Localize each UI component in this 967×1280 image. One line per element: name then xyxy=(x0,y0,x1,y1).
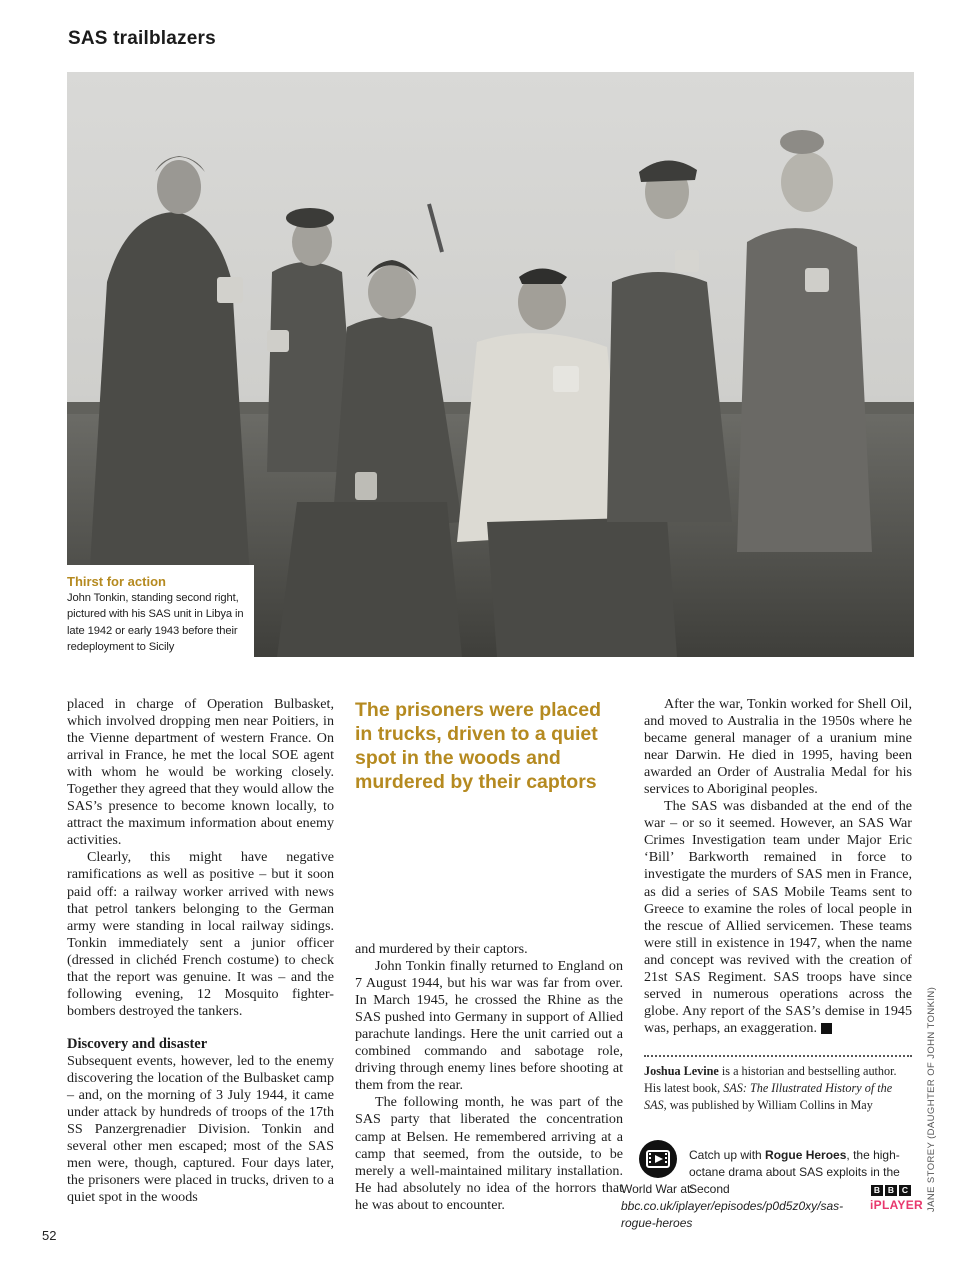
caption-title: Thirst for action xyxy=(67,574,166,589)
author-name: Joshua Levine xyxy=(644,1064,719,1078)
paragraph: John Tonkin finally returned to England on 7 August 1944, but his war was far from over. In March 1945, he crossed the Rhine as the SAS pushed into Germany in support of Allied parachute landings. Here the unit carried out a combined commando and sabotage role, driving through enemy lines before shooting at them from the rear. xyxy=(355,958,623,1094)
iplayer-wordmark: iPLAYER xyxy=(870,1198,924,1212)
iplayer-link[interactable]: bbc.co.uk/iplayer/episodes/p0d5z0xy/sas-rogue-heroes xyxy=(621,1199,844,1230)
photo-credit: JANE STOREY (DAUGHTER OF JOHN TONKIN) xyxy=(926,986,937,1212)
paragraph-text: The SAS was disbanded at the end of the war – or so it seemed. However, an SAS War Crimes Investigation team under Major Eric ‘Bill’ Barkworth remained in force to investigate the murders of SAS men in France, as did a series of SAS Mobile Teams sent to Greece to examine the roles of local people in the rescue of Allied servicemen. These teams were still in existence in 1947, when the name and concept was revived with the creation of 21st SAS Regiment. SAS troops have since served in numerous operations across the globe. Any report of the SAS’s demise in 1945 was, perhaps, an exaggeration. xyxy=(644,798,912,1036)
article-column-3 xyxy=(644,696,912,1037)
page-number: 52 xyxy=(42,1228,57,1243)
paragraph: placed in charge of Operation Bulbasket, which involved dropping men near Poitiers, in the Vienne department of western France. On arrival in France, he met the local SOE agent with whom he would be working closely. Together they agreed that they would allow the SAS’s presence to become known locally, to attract the maximum information about enemy activities. xyxy=(67,696,334,849)
play-video-icon xyxy=(639,1140,677,1178)
promo-line2-prefix: World War at: xyxy=(621,1182,694,1196)
book-title: SAS: The Illustrated History of the SAS xyxy=(644,1081,893,1112)
photo-caption xyxy=(58,565,254,657)
paragraph: Subsequent events, however, led to the enemy discovering the location of the Bulbasket camp – and, on the morning of 3 July 1944, it came under attack by hundreds of troops of the 17th SS Panzergrenadier Division. Tonkin and several other men escaped; most of the SAS men were, though, captured. Four days later, the prisoners were placed in trucks, driven to a quiet spot in the woods xyxy=(67,1052,334,1206)
paragraph-final xyxy=(644,798,912,1037)
bio-text-end: , was published by William Collins in May xyxy=(663,1098,873,1112)
paragraph: The following month, he was part of the SAS party that liberated the concentration camp at Belsen. He remembered arriving at a camp that seemed, from the outside, to be merely a well-maintained military installation. He had absolutely no idea of the horrors that he was about to encounter. xyxy=(355,1094,623,1213)
paragraph: After the war, Tonkin worked for Shell Oil, and moved to Australia in the 1950s where he became general manager of a uranium mine near Darwin. He died in 1995, having been awarded an Order of Australia Medal for his services to Aboriginal peoples. xyxy=(644,696,912,798)
bbc-letter: C xyxy=(899,1185,911,1196)
author-bio xyxy=(644,1063,912,1114)
bbc-iplayer-logo xyxy=(870,1185,924,1212)
bbc-letter: B xyxy=(871,1185,883,1196)
section-title: SAS trailblazers xyxy=(68,28,216,49)
paragraph: Clearly, this might have negative ramifications as well as positive – but it soon paid off: a railway worker arrived with news that petrol tankers belonging to the German army were standing in local railway sidings. Tonkin immediately sent a junior officer (dressed in clichéd French costume) to check that the report was genuine. It was – and the following evening, 12 Mosquito fighter-bombers destroyed the tankers. xyxy=(67,849,334,1019)
bbc-letter: B xyxy=(885,1185,897,1196)
article-column-1 xyxy=(67,696,334,1206)
promo-suffix: , the high-octane drama about SAS exploits in the Second xyxy=(689,1148,900,1196)
end-mark-icon: H xyxy=(821,1023,832,1034)
pull-quote: The prisoners were placed in trucks, driven to a quiet spot in the woods and murdered by their captors xyxy=(355,699,602,793)
show-title: Rogue Heroes xyxy=(765,1148,847,1162)
iplayer-promo xyxy=(621,1138,924,1230)
article-column-2 xyxy=(355,941,623,1214)
paragraph: and murdered by their captors. xyxy=(355,941,528,957)
caption-body: John Tonkin, standing second right, pictured with his SAS unit in Libya in late 1942 or early 1943 before their redeployment to Sicily xyxy=(67,592,244,654)
promo-link-line xyxy=(621,1181,853,1232)
divider xyxy=(644,1055,912,1057)
subheading: Discovery and disaster xyxy=(67,1035,208,1052)
bio-text: is a historian and bestselling author. His latest book, xyxy=(644,1064,897,1095)
promo-prefix: Catch up with xyxy=(689,1148,766,1162)
